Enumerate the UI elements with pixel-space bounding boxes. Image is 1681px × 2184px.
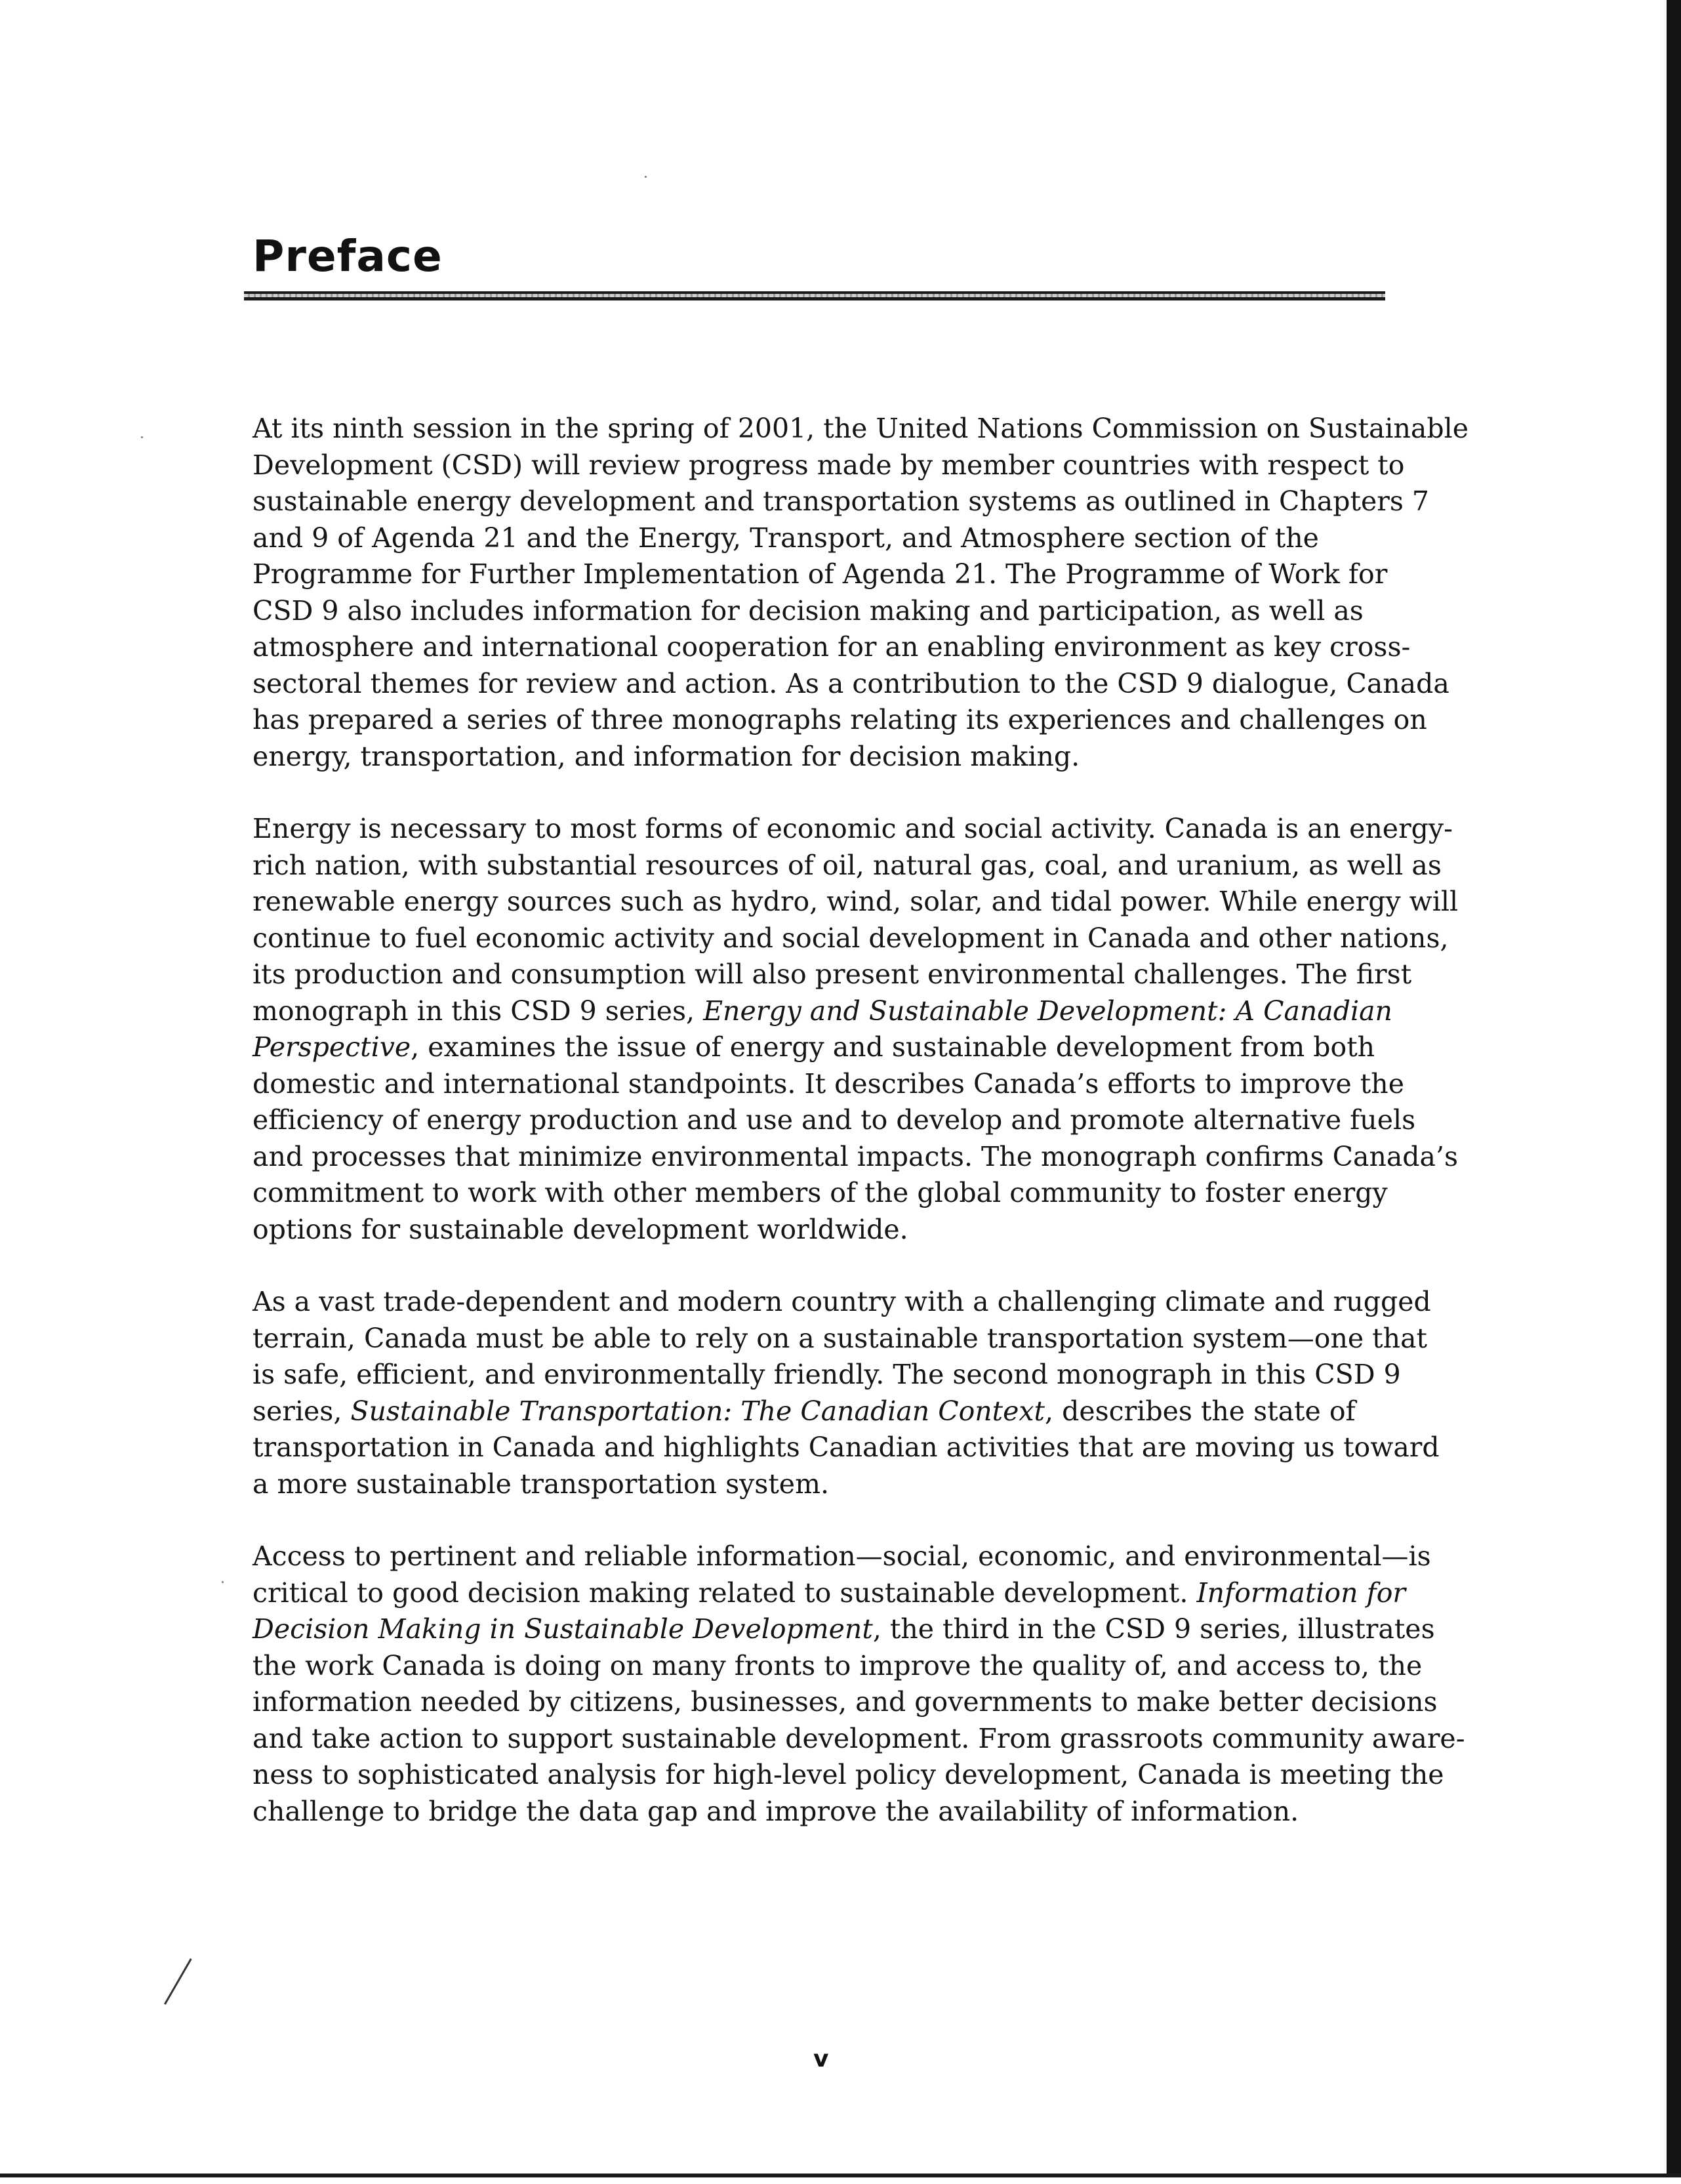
text-line xyxy=(253,1430,1440,1466)
italic-title-text: Decision Making in Sustainable Development xyxy=(253,1613,873,1645)
text-segment: energy, transportation, and information for decision making. xyxy=(253,740,1080,772)
text-segment: the work Canada is doing on many fronts to improve the quality of, and access to, the xyxy=(253,1649,1423,1681)
scan-edge-right xyxy=(1667,0,1681,2184)
text-segment: As a vast trade-dependent and modern country with a challenging climate and rugged xyxy=(253,1286,1431,1317)
text-segment: , describes the state of xyxy=(1045,1395,1356,1427)
text-line xyxy=(253,629,1411,666)
text-line xyxy=(253,1393,1387,1430)
text-segment: and 9 of Agenda 21 and the Energy, Transport, and Atmosphere section of the xyxy=(253,522,1319,554)
text-segment: has prepared a series of three monographs relating its experiences and challenges on xyxy=(253,704,1427,735)
text-line xyxy=(253,884,1459,920)
italic-title-text: Information for xyxy=(1196,1576,1406,1609)
text-line xyxy=(253,593,1387,630)
text-line xyxy=(253,666,1449,703)
text-line xyxy=(253,1066,1404,1103)
text-segment: options for sustainable development worldwide. xyxy=(253,1213,908,1245)
text-line xyxy=(253,484,1429,520)
text-line xyxy=(253,1648,1423,1685)
text-segment: Development (CSD) will review progress made by member countries with respect to xyxy=(253,449,1405,481)
italic-title-text: Sustainable Transportation: The Canadian Context xyxy=(350,1395,1045,1427)
text-segment: information needed by citizens, businesses, and governments to make better decisions xyxy=(253,1686,1438,1718)
text-line xyxy=(253,1538,1431,1575)
text-segment: is safe, efficient, and environmentally friendly. The second monograph in this CSD 9 xyxy=(253,1359,1401,1390)
text-segment: series, xyxy=(253,1395,351,1427)
text-segment: renewable energy sources such as hydro, wind, solar, and tidal power. While energy will xyxy=(253,886,1459,917)
scan-speck xyxy=(141,436,143,438)
text-line xyxy=(253,1102,1416,1139)
text-line xyxy=(253,411,1468,447)
italic-title-text: Energy and Sustainable Development: A Canadian xyxy=(703,995,1392,1027)
text-line xyxy=(253,1575,1406,1612)
text-line xyxy=(253,848,1442,884)
text-line xyxy=(253,811,1453,848)
text-segment: efficiency of energy production and use and to develop and promote alternative fuels xyxy=(253,1104,1416,1136)
text-line xyxy=(253,556,1387,593)
text-segment: sectoral themes for review and action. As a contribution to the CSD 9 dialogue, Canada xyxy=(253,667,1449,699)
scan-edge-bottom xyxy=(0,2174,1681,2184)
text-segment: transportation in Canada and highlights Canadian activities that are moving us toward xyxy=(253,1432,1440,1463)
page-number: v xyxy=(813,2046,829,2072)
paragraph xyxy=(253,1284,1440,1502)
text-segment: At its ninth session in the spring of 2001, the United Nations Commission on Sustainable xyxy=(253,413,1468,444)
scan-speck xyxy=(222,1581,224,1583)
scan-mark xyxy=(164,1958,192,2005)
text-line xyxy=(253,920,1449,957)
text-line xyxy=(253,1684,1438,1721)
text-segment: challenge to bridge the data gap and improve the availability of information. xyxy=(253,1795,1299,1827)
text-segment: CSD 9 also includes information for decision making and participation, as well as xyxy=(253,594,1364,627)
text-segment: and processes that minimize environmental impacts. The monograph confirms Canada’s xyxy=(253,1140,1459,1172)
text-segment: terrain, Canada must be able to rely on a sustainable transportation system—one that xyxy=(253,1322,1427,1354)
title-underline-rule xyxy=(244,291,1385,300)
text-line xyxy=(253,447,1405,484)
text-line xyxy=(253,1611,1435,1648)
scan-speck xyxy=(645,176,647,178)
text-line xyxy=(253,702,1427,739)
text-line xyxy=(253,957,1412,993)
text-segment: its production and consumption will also present environmental challenges. The first xyxy=(253,958,1412,990)
text-line xyxy=(253,1284,1431,1321)
text-segment: a more sustainable transportation system. xyxy=(253,1468,829,1500)
text-line xyxy=(253,1357,1401,1393)
italic-title-text: Perspective xyxy=(253,1031,411,1063)
paragraph xyxy=(253,411,1468,775)
text-line xyxy=(253,1721,1465,1758)
text-segment: ness to sophisticated analysis for high-level policy development, Canada is meeting the xyxy=(253,1759,1444,1790)
text-segment: domestic and international standpoints. It describes Canada’s efforts to improve the xyxy=(253,1067,1404,1100)
text-line xyxy=(253,1175,1387,1212)
text-line xyxy=(253,739,1387,775)
text-line xyxy=(253,1321,1427,1357)
text-segment: monograph in this CSD 9 series, xyxy=(253,995,704,1027)
text-segment: critical to good decision making related to sustainable development. xyxy=(253,1576,1197,1609)
text-segment: , examines the issue of energy and sustainable development from both xyxy=(411,1031,1375,1063)
text-line xyxy=(253,1029,1387,1066)
text-line xyxy=(253,1212,1387,1248)
text-segment: , the third in the CSD 9 series, illustrates xyxy=(872,1613,1435,1645)
text-line xyxy=(253,1757,1444,1794)
text-segment: Programme for Further Implementation of Agenda 21. The Programme of Work for xyxy=(253,558,1388,590)
paragraph xyxy=(253,1538,1465,1830)
text-segment: rich nation, with substantial resources of oil, natural gas, coal, and uranium, as well as xyxy=(253,849,1442,881)
text-line xyxy=(253,1466,1387,1503)
text-line xyxy=(253,1139,1459,1176)
text-line xyxy=(253,520,1387,557)
text-segment: atmosphere and international cooperation for an enabling environment as key cross- xyxy=(253,631,1411,663)
text-line xyxy=(253,993,1392,1030)
text-segment: sustainable energy development and transportation systems as outlined in Chapters 7 xyxy=(253,485,1429,517)
paragraph xyxy=(253,811,1459,1248)
text-segment: commitment to work with other members of the global community to foster energy xyxy=(253,1177,1388,1208)
text-segment: continue to fuel economic activity and social development in Canada and other nations, xyxy=(253,922,1449,954)
text-segment: and take action to support sustainable development. From grassroots community aware- xyxy=(253,1722,1465,1754)
text-line xyxy=(253,1794,1387,1830)
page-title: Preface xyxy=(253,231,443,281)
body-text xyxy=(253,411,1468,1866)
text-segment: Access to pertinent and reliable information—social, economic, and environmental—is xyxy=(253,1540,1431,1572)
text-segment: Energy is necessary to most forms of economic and social activity. Canada is an energy- xyxy=(253,813,1453,844)
